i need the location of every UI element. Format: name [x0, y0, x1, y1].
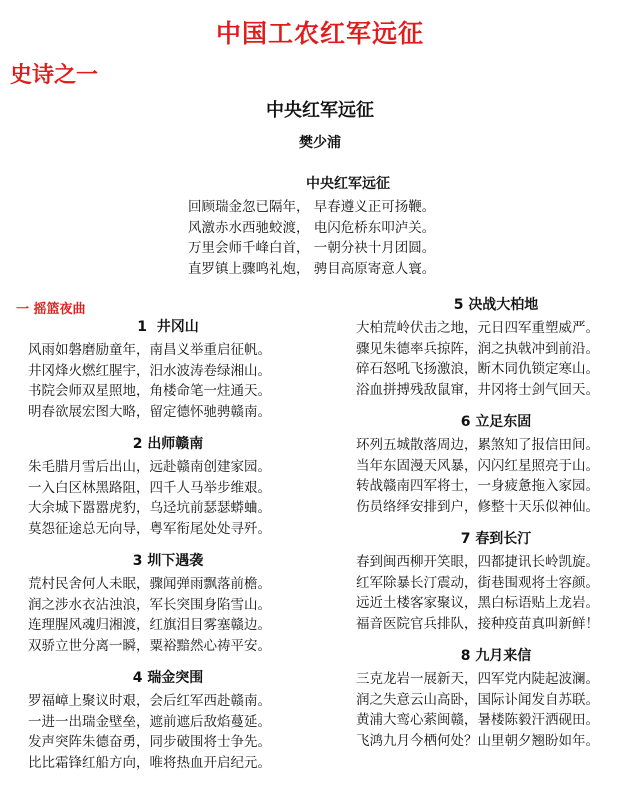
chapter-4 [28, 667, 328, 773]
verse-line: 比比霜锋红船方向，唯将热血开启纪元。 [28, 754, 271, 771]
chapter-title: 4 瑞金突围 [132, 670, 204, 686]
verse-line: 三克龙岩一展新天，四军党内陡起波澜。 [356, 671, 599, 687]
prelude-line: 回顾瑞金忽已隔年， 早春遵义正可扬鞭。 [188, 199, 436, 215]
verse-line: 飞鸿九月今栖何处？山里朝夕翘盼如年。 [356, 732, 599, 749]
prelude-line: 万里会师千峰白首， 一朝分袂十月团圆。 [188, 240, 436, 256]
verse-line: 井冈烽火燃红腥宇，汨水波涛卷绿湘山。 [28, 362, 271, 379]
verse-line: 荒村民舍何人未眠，骤闻弹雨飘落前檐。 [28, 576, 271, 592]
prelude-line: 直罗镇上骤鸣礼炮， 骋目高原寄意人寰。 [188, 260, 436, 277]
chapter-title: 7 春到长汀 [460, 531, 532, 547]
verse-line: 浴血拼搏残敌鼠窜，井冈将士剑气回天。 [356, 381, 599, 398]
chapter-6 [356, 411, 640, 517]
chapter-8 [356, 645, 640, 751]
verse-line: 莫怨征途总无向导，粤军衔尾处处寻歼。 [28, 520, 271, 537]
section-title: 史诗之一 [10, 63, 99, 88]
verse-line: 环列五城散落周边，累煞知了报信田间。 [356, 437, 599, 453]
verse-line: 远近土楼客家聚议，黑白标语贴上龙岩。 [356, 595, 599, 611]
verse-line: 黄浦大鸾心萦闽赣，暑楼陈毅汗洒砚田。 [356, 712, 599, 728]
verse-line: 书院会师双星照地，角楼命笔一炷通天。 [28, 383, 271, 399]
verse-line: 大余城下嚣嚣虎豹，乌迳坑前瑟瑟蟒蛐。 [28, 500, 271, 516]
verse-line: 一入白区林黑路阻，四千人马举步维艰。 [28, 479, 271, 496]
verse-line: 春到闽西柳开笑眼，四都捷讯长岭凯旋。 [356, 554, 599, 570]
verse-line: 润之失意云山高卧，国际讣闻发自苏联。 [356, 691, 599, 708]
chapter-title: 6 立足东固 [460, 414, 532, 430]
chapter-5 [356, 294, 640, 400]
chapter-title: 8 九月来信 [460, 648, 532, 664]
verse-line: 发声突阵朱德奋勇，同步破围将士争先。 [28, 734, 271, 750]
verse-line: 福音医院官兵排队，接种疫苗真叫新鲜！ [356, 615, 599, 632]
verse-line: 润之涉水衣沾浊浪，军长突围身陷雪山。 [28, 596, 271, 613]
verse-line: 大柏荒岭伏击之地，元日四军重塑威严。 [356, 320, 599, 336]
chapter-7 [356, 528, 640, 634]
prelude-line: 风激赤水西驰蛟渡， 电闪危桥东叩泸关。 [188, 219, 436, 236]
verse-line: 连理腥风魂归湘渡，红旗泪目雾塞赣边。 [28, 617, 271, 633]
right-column [356, 294, 640, 762]
left-column [28, 316, 328, 784]
verse-line: 碎石怒吼飞扬激浪，断木同仇锁定寒山。 [356, 361, 599, 377]
verse-line: 伤员络绎安排到户，修整十天乐似神仙。 [356, 498, 599, 515]
chapter-title: 3 圳下遇袭 [132, 553, 204, 569]
verse-line: 朱毛腊月雪后出山，远赴赣南创建家园。 [28, 459, 271, 475]
prelude-poem [188, 173, 508, 279]
chapter-1 [28, 316, 328, 422]
verse-line: 风雨如磐磨励童年，南昌义举重启征帆。 [28, 342, 271, 358]
chapter-title: 1 井冈山 [137, 319, 199, 335]
main-title: 中国工农红军远征 [215, 19, 424, 48]
poem-title: 中央红军远征 [266, 100, 374, 121]
verse-line: 骤见朱德率兵掠阵，润之执戟冲到前沿。 [356, 340, 599, 357]
chapter-2 [28, 433, 328, 539]
chapter-title: 2 出师赣南 [132, 436, 204, 452]
chapter-3 [28, 550, 328, 656]
chapter-title: 5 决战大柏地 [453, 297, 539, 313]
verse-line: 罗福嶂上聚议时艰，会后红军西赴赣南。 [28, 693, 271, 709]
verse-line: 转战赣南四军将士，一身疲惫拖入家园。 [356, 478, 599, 494]
verse-line: 一进一出瑞金壁垒，遮前遮后敌焰蔓延。 [28, 713, 271, 730]
verse-line: 双骄立世分离一瞬，粟裕黯然心祷平安。 [28, 637, 271, 654]
part-title: 一 摇篮夜曲 [16, 302, 86, 317]
author-name: 樊少浦 [299, 135, 341, 151]
verse-line: 当年东固漫天风暴，闪闪红星照亮于山。 [356, 457, 599, 474]
verse-line: 明春欲展宏图大略，留定德怀驰骋赣南。 [28, 403, 271, 420]
prelude-title: 中央红军远征 [306, 176, 390, 192]
verse-line: 红军除暴长汀震动，街巷围观将士容颜。 [356, 574, 599, 591]
